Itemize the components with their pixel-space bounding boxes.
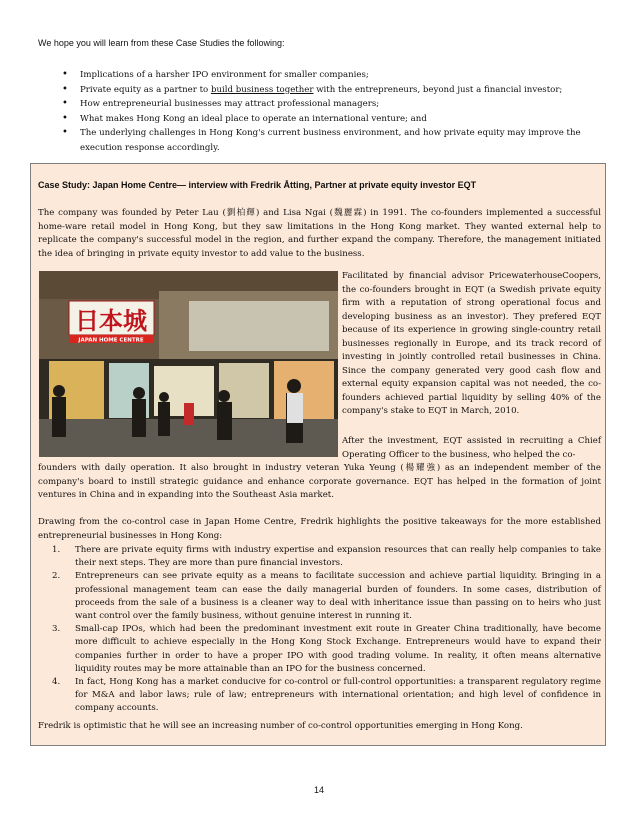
paragraph-conclusion: Fredrik is optimistic that he will see an increasing number of co-control opportunities emerging in Hong Kong. (38, 721, 523, 731)
store-sign-subtext: JAPAN HOME CENTRE (78, 337, 144, 344)
case-study-box (30, 163, 606, 746)
objectives-list (62, 68, 607, 156)
list-item: 2. Entrepreneurs can see private equity as a means to facilitate succession and achieve partial liquidity. Bringing in a professional management team can ease the daily managerial burden of founders. In some cases, distribution of proceeds from the sale of a business is a cleaner way to deal with inheritance issue than passing on to heirs who just want control over the family business, without genuine interest in running it. (52, 571, 601, 622)
paragraph-after-investment: After the investment, EQT assisted in recruiting a Chief Operating Officer to the business, who helped the co- (342, 436, 601, 460)
case-study-title: Case Study: Japan Home Centre— interview with Fredrik Åtting, Partner at private equity investor EQT (38, 180, 477, 190)
paragraph-board: founders with daily operation. It also brought in industry veteran Yuka Yeung (楊耀強) as an independent member of the company's board to instill strategic guidance and enhance corporate governance. EQT has helped in the formation of joint ventures in China and in expanding into the Southeast Asia market. (38, 463, 601, 500)
underlined-phrase: build business together (210, 84, 314, 95)
list-item: • What makes Hong Kong an ideal place to operate an international venture; and (62, 112, 607, 127)
list-item: • Private equity as a partner to build business together with the entrepreneurs, beyond just a financial investor; (62, 83, 607, 98)
takeaways-list (38, 544, 601, 716)
page-number: 14 (313, 785, 324, 795)
paragraph-founding: The company was founded by Peter Lau (劉柏輝) and Lisa Ngai (魏麗霖) in 1991. The co-founders implemented a successful home-ware retail model in Hong Kong, but they saw limitations in the Hong Kong market. They wanted external help to replicate the company's successful model in the region, and further expand the company. Therefore, the management initiated the idea of bringing in private equity investor to add value to the business. (38, 208, 601, 259)
paragraph-investment: Facilitated by financial advisor PricewaterhouseCoopers, the co-founders brought in EQT (a Swedish private equity firm with a reputation of strong operational focus and developing business as an investor). They prefered EQT because of its experience in growing single-country retail businesses regionally in Europe, and its track record of investing in jointly controlled retail businesses in China. Since the company generated very good cash flow and external equity expansion capital was not needed, the co-founders achieved partial liquidity by selling 40% of the company's stake to EQT in March, 2010. (342, 271, 601, 416)
store-sign-text: 日本城 (75, 307, 147, 335)
list-item: 4. In fact, Hong Kong has a market conducive for co-control or full-control opportunities: a transparent regulatory regime for M&A and labor laws; rule of law; entrepreneurs with international orientation; and high level of confidence in company accounts. (52, 677, 601, 714)
list-item: 1. There are private equity firms with industry expertise and expansion resources that can really help companies to take their next steps. They are more than pure financial investors. (52, 545, 601, 569)
paragraph-takeaways-intro: Drawing from the co-control case in Japan Home Centre, Fredrik highlights the positive takeaways for the more established entrepreneurial businesses in Hong Kong: (38, 517, 601, 541)
list-item: • The underlying challenges in Hong Kong's current business environment, and how private equity may improve the execution response accordingly. (62, 126, 607, 155)
list-item: • How entrepreneurial businesses may attract professional managers; (62, 97, 607, 112)
intro-text: We hope you will learn from these Case Studies the following: (38, 38, 285, 48)
store-photo (39, 271, 338, 457)
list-item: 3. Small-cap IPOs, which had been the predominant investment exit route in Greater China traditionally, have become more difficult to achieve especially in the Hong Kong Stock Exchange. Entrepreneurs would have to expand their companies further in order to have a proper IPO with good trading volume. In reality, it often means alternative liquidity routes may be more attainable than an IPO for the business concerned. (52, 624, 601, 674)
list-item: • Implications of a harsher IPO environment for smaller companies; (62, 68, 607, 83)
